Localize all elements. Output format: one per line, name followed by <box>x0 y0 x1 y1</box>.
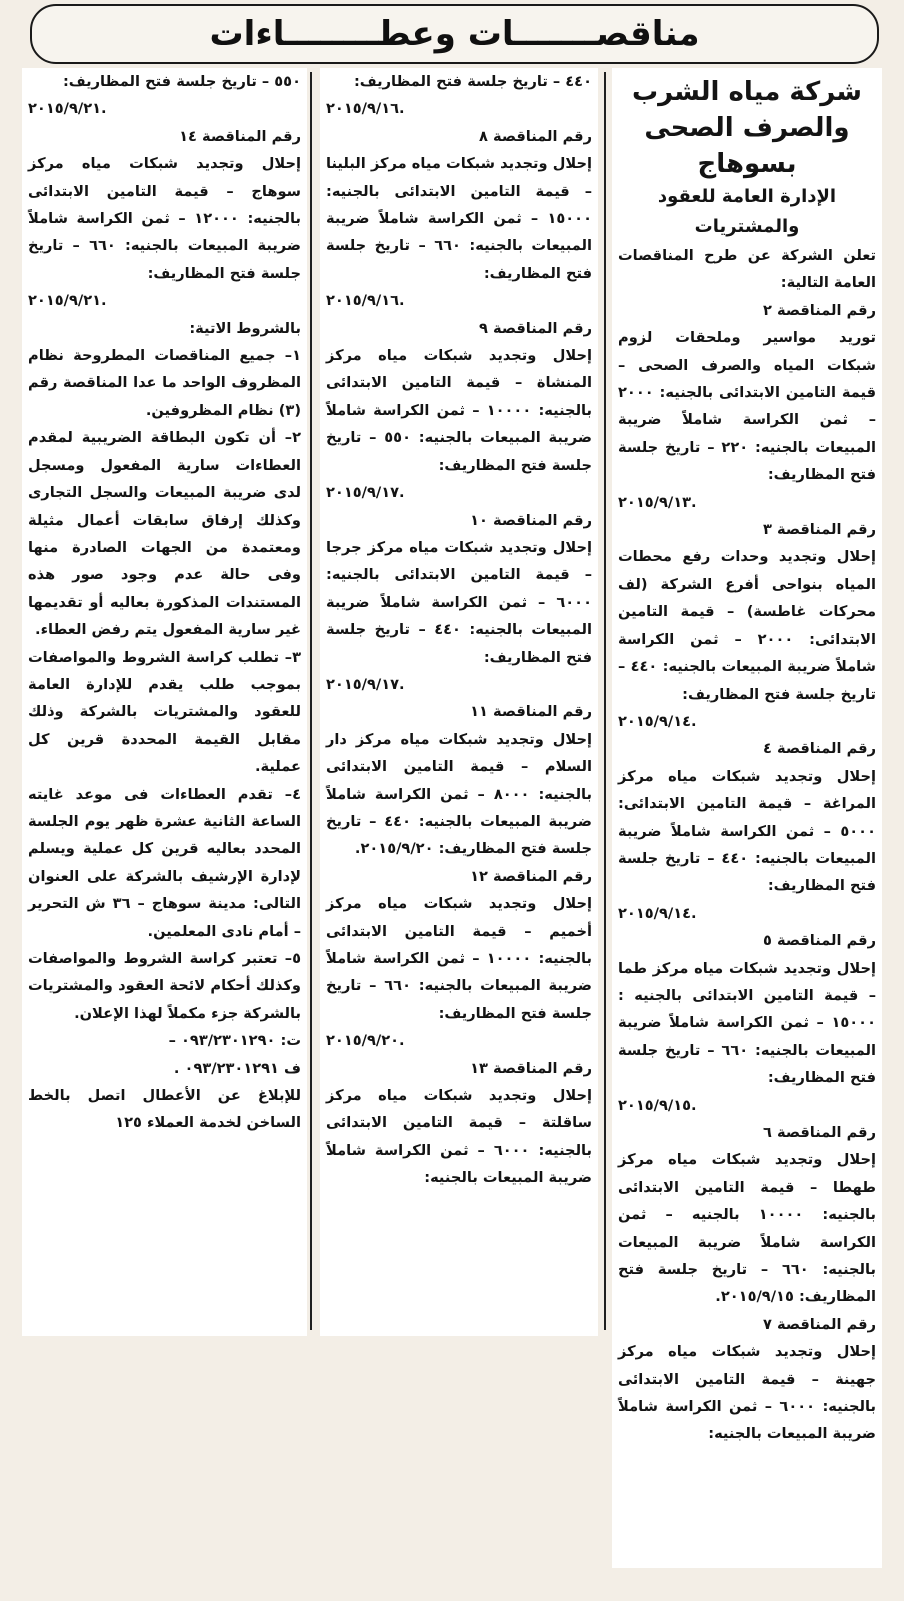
conditions-title: بالشروط الاتية: <box>189 319 301 337</box>
tender-text: توريد مواسير وملحقات لزوم شبكات المياه والصرف الصحى – قيمة التامين الابتدائى بالجنيه: ٢٠٠٠ – ثمن الكراسة شاملاً ضريبة المبيعات بالجنيه: ٢٢٠ – تاريخ جلسة فتح المظاريف: <box>618 329 876 484</box>
tender-number: رقم المناقصة ١٢ <box>470 867 592 885</box>
column-middle <box>320 68 598 1336</box>
condition-item: ٢– أن تكون البطاقة الضريبية لمقدم العطاءات سارية المفعول ومسجل لدى ضريبة المبيعات والسجل التجارى وكذلك إرفاق سابقات أعمال مثيلة ومعتمدة من الجهات الصادرة منها وفى حالة عدم وجود صور هذه المستندات المذكورة بعاليه أو تقديمها غير سارية المفعول يتم رفض العطاء. <box>28 429 301 639</box>
continued-text: ٤٤٠ – تاريخ جلسة فتح المظاريف: <box>353 73 592 90</box>
tender-text: إحلال وتجديد شبكات مياه مركز جهينة – قيمة التامين الابتدائى بالجنيه: ٦٠٠٠ – ثمن الكراسة شاملاً ضريبة المبيعات بالجنيه: <box>618 1343 877 1443</box>
tender-number: رقم المناقصة ٦ <box>763 1124 876 1141</box>
tender-text: إحلال وتجديد شبكات مياه مركز المنشاة – قيمة التامين الابتدائى بالجنيه: ١٠٠٠٠ – ثمن الكراسة شاملاً ضريبة المبيعات بالجنيه: ٥٥٠ – تاريخ جلسة فتح المظاريف: <box>326 347 593 474</box>
column-divider <box>310 72 312 1330</box>
tender-number: رقم المناقصة ١٣ <box>470 1059 592 1077</box>
tender-text: إحلال وتجديد شبكات مياه مركز البلينا – قيمة التامين الابتدائى بالجنيه: ١٥٠٠٠ – ثمن الكراسة شاملاً ضريبة المبيعات بالجنيه: ٦٦٠ – تاريخ جلسة فتح المظاريف: <box>326 155 592 282</box>
tender-number: رقم المناقصة ٥ <box>763 932 876 950</box>
tender-text: إحلال وتجديد شبكات مياه مركز أخميم – قيمة التامين الابتدائى بالجنيه: ١٠٠٠٠ – ثمن الكراسة شاملاً ضريبة المبيعات بالجنيه: ٦٦٠ – تاريخ جلسة فتح المظاريف: <box>326 895 593 1022</box>
tender-date: ٢٠١٥/٩/١٤. <box>618 712 697 730</box>
phone-number: ت: ٠٩٣/٢٣٠١٢٩٠ – <box>168 1032 301 1050</box>
tender-date: ٢٠١٥/٩/١٤. <box>618 904 697 922</box>
tender-date: ٢٠١٥/٩/٢١. <box>28 100 107 118</box>
tender-text: إحلال وتجديد شبكات مياه مركز المراغة – قيمة التامين الابتدائى: ٥٠٠٠ – ثمن الكراسة شاملاً ضريبة المبيعات بالجنيه: ٤٤٠ – تاريخ جلسة فتح المظاريف: <box>618 767 876 895</box>
tender-date: ٢٠١٥/٩/١٧. <box>326 675 405 693</box>
hotline-text: للإبلاغ عن الأعطال اتصل بالخط الساخن لخدمة العملاء ١٢٥ <box>28 1087 301 1132</box>
tender-number: رقم المناقصة ٧ <box>763 1315 876 1333</box>
tender-text: إحلال وتجديد شبكات مياه مركز ساقلتة – قيمة التامين الابتدائى بالجنيه: ٦٠٠٠ – ثمن الكراسة شاملاً ضريبة المبيعات بالجنيه: <box>326 1087 593 1187</box>
tender-text: إحلال وتجديد شبكات مياه مركز دار السلام – قيمة التامين الابتدائى بالجنيه: ٨٠٠٠ – ثمن الكراسة شاملاً ضريبة المبيعات بالجنيه: ٤٤٠ – تاريخ جلسة فتح المظاريف: ٢٠١٥/٩/٢٠. <box>326 730 593 858</box>
fax-number: ف ٠٩٣/٢٣٠١٢٩١ . <box>173 1059 301 1077</box>
tender-text: إحلال وتجديد وحدات رفع محطات المياه بنواحى أفرع الشركة (لف محركات غاطسة) – قيمة التامين الابتدائى: ٢٠٠٠ – ثمن الكراسة شاملاً ضريبة المبيعات بالجنيه: ٤٤٠ – تاريخ جلسة فتح المظاريف: <box>618 548 876 703</box>
department-name: الإدارة العامة للعقود والمشتريات <box>657 186 837 237</box>
section-title: مناقصـــــــات وعطــــــــاءات <box>209 14 700 54</box>
condition-item: ١– جميع المناقصات المطروحة نظام المظروف الواحد ما عدا المناقصة رقم (٣) نظام المظروفين. <box>28 347 301 419</box>
company-name: شركة مياه الشرب والصرف الصحى بسوهاج <box>632 77 862 179</box>
column-divider <box>604 72 606 1330</box>
column-left <box>22 68 307 1336</box>
tender-number: رقم المناقصة ١٠ <box>470 511 592 529</box>
tender-date: ٢٠١٥/٩/١٧. <box>326 484 405 502</box>
condition-item: ٤– تقدم العطاءات فى موعد غايته الساعة الثانية عشرة ظهر يوم الجلسة المحدد بعاليه قرين كل عملية ويسلم لإدارة الإرشيف بالشركة على العنوان التالى: مدينة سوهاج – ٣٦ ش التحرير – أمام نادى المعلمين. <box>28 785 301 940</box>
tender-number: رقم المناقصة ٩ <box>479 319 592 337</box>
tender-date: ٢٠١٥/٩/١٦. <box>326 100 405 118</box>
tender-number: رقم المناقصة ٨ <box>479 127 592 145</box>
tender-number: رقم المناقصة ٢ <box>763 301 876 319</box>
condition-item: ٣– تطلب كراسة الشروط والمواصفات بموجب طلب يقدم للإدارة العامة للعقود والمشتريات بالشركة وذلك مقابل القيمة المحددة قرين كل عملية. <box>28 648 301 776</box>
tender-text: إحلال وتجديد شبكات مياه مركز طهطا – قيمة التامين الابتدائى بالجنيه: ١٠٠٠٠ بالجنيه – ثمن الكراسة شاملاً ضريبة المبيعات بالجنيه: ٦٦٠ – تاريخ جلسة فتح المظاريف: ٢٠١٥/٩/١٥. <box>618 1151 876 1306</box>
tender-text: إحلال وتجديد شبكات مياه مركز سوهاج – قيمة التامين الابتدائى بالجنيه: ١٢٠٠٠ – ثمن الكراسة شاملاً ضريبة المبيعات بالجنيه: ٦٦٠ – تاريخ جلسة فتح المظاريف: <box>28 155 302 282</box>
tender-date: ٢٠١٥/٩/٢١. <box>28 292 107 310</box>
tender-date: ٢٠١٥/٩/١٣. <box>618 493 697 511</box>
tender-text: إحلال وتجديد شبكات مياه مركز طما – قيمة التامين الابتدائى بالجنيه : ١٥٠٠٠ – ثمن الكراسة شاملاً ضريبة المبيعات بالجنيه: ٦٦٠ – تاريخ جلسة فتح المظاريف: <box>618 959 876 1087</box>
tender-number: رقم المناقصة ١٤ <box>179 127 301 145</box>
intro-text: تعلن الشركة عن طرح المناقصات العامة التالية: <box>618 247 876 292</box>
section-banner <box>30 4 879 64</box>
continued-text: ٥٥٠ – تاريخ جلسة فتح المظاريف: <box>62 73 301 90</box>
tender-date: ٢٠١٥/٩/٢٠. <box>326 1032 405 1050</box>
condition-item: ٥– تعتبر كراسة الشروط والمواصفات وكذلك أحكام لائحة العقود والمشتريات بالشركة جزء مكملاً لهذا الإعلان. <box>28 950 301 1022</box>
tender-text: إحلال وتجديد شبكات مياه مركز جرجا – قيمة التامين الابتدائى بالجنيه: ٦٠٠٠ – ثمن الكراسة شاملاً ضريبة المبيعات بالجنيه: ٤٤٠ – تاريخ جلسة فتح المظاريف: <box>326 538 592 666</box>
column-right <box>612 68 882 1568</box>
tender-number: رقم المناقصة ١١ <box>470 703 592 721</box>
tender-number: رقم المناقصة ٣ <box>763 521 876 539</box>
tender-number: رقم المناقصة ٤ <box>763 740 876 758</box>
tender-date: ٢٠١٥/٩/١٥. <box>618 1096 697 1114</box>
tender-date: ٢٠١٥/٩/١٦. <box>326 292 405 310</box>
